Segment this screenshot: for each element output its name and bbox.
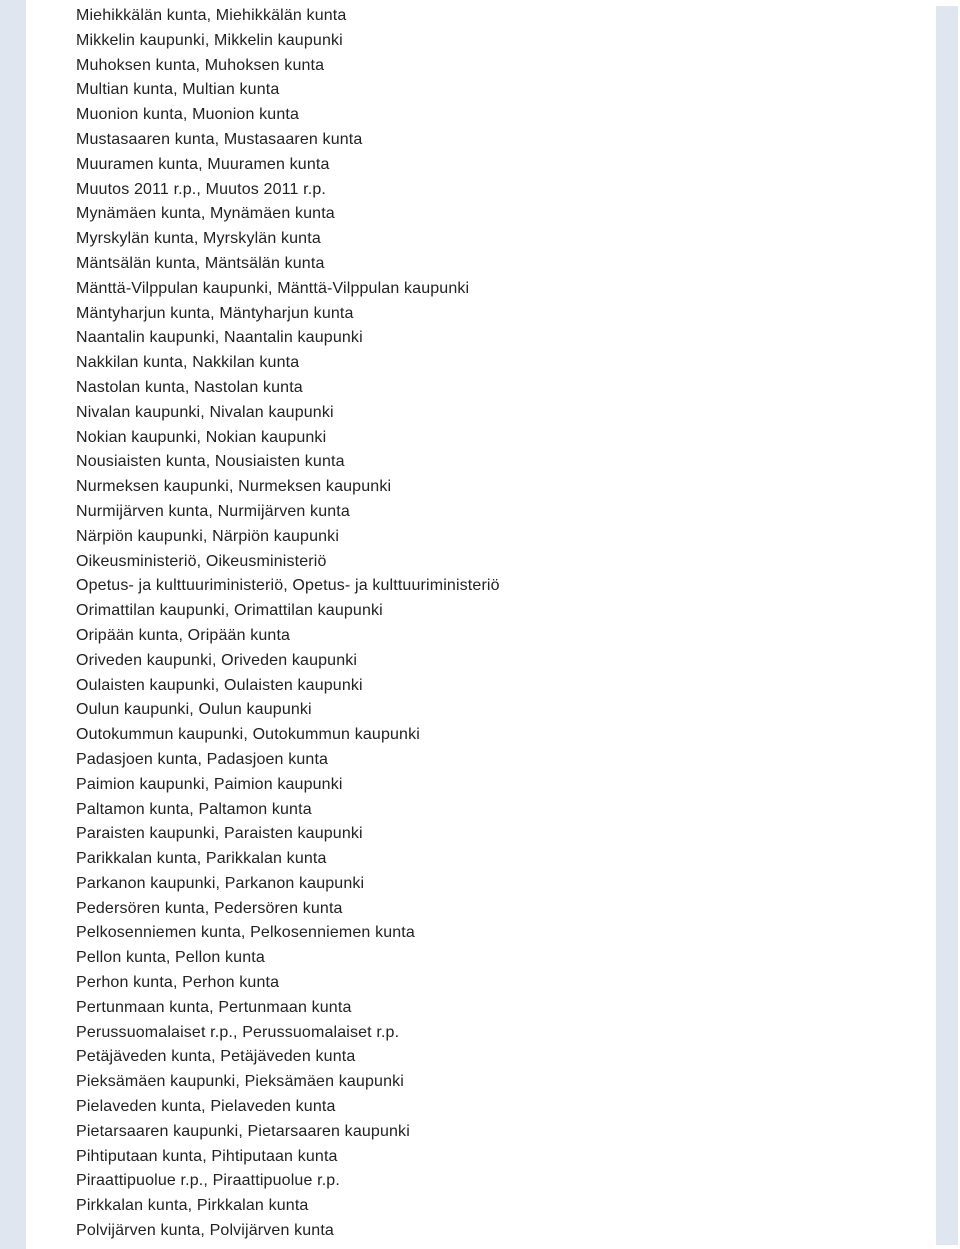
list-item: Orimattilan kaupunki, Orimattilan kaupunki [76,602,383,620]
list-item: Muutos 2011 r.p., Muutos 2011 r.p. [76,180,326,198]
list-item: Pirkkalan kunta, Pirkkalan kunta [76,1197,309,1215]
list-item: Mäntyharjun kunta, Mäntyharjun kunta [76,304,354,322]
list-item: Pieksämäen kaupunki, Pieksämäen kaupunki [76,1073,404,1091]
list-item: Nokian kaupunki, Nokian kaupunki [76,428,327,446]
list-item: Parikkalan kunta, Parikkalan kunta [76,850,327,868]
list-item: Multian kunta, Multian kunta [76,81,280,99]
list-item: Piraattipuolue r.p., Piraattipuolue r.p. [76,1172,340,1190]
list-item: Närpiön kaupunki, Närpiön kaupunki [76,527,340,545]
list-item: Nastolan kunta, Nastolan kunta [76,378,303,396]
list-item: Nousiaisten kunta, Nousiaisten kunta [76,453,345,471]
list-item: Oulun kaupunki, Oulun kaupunki [76,701,312,719]
list-item: Pellon kunta, Pellon kunta [76,949,265,967]
list-item: Paimion kaupunki, Paimion kaupunki [76,775,343,793]
list-item: Pietarsaaren kaupunki, Pietarsaaren kaupunki [76,1122,410,1140]
list-item: Outokummun kaupunki, Outokummun kaupunki [76,726,420,744]
right-page-margin [932,0,960,1249]
list-item: Mynämäen kunta, Mynämäen kunta [76,205,335,223]
list-item: Myrskylän kunta, Myrskylän kunta [76,230,321,248]
list-item: Perhon kunta, Perhon kunta [76,974,280,992]
list-item: Muhoksen kunta, Muhoksen kunta [76,56,325,74]
list-item: Mänttä-Vilppulan kaupunki, Mänttä-Vilppulan kaupunki [76,279,470,297]
list-item: Mäntsälän kunta, Mäntsälän kunta [76,254,325,272]
list-item: Oikeusministeriö, Oikeusministeriö [76,552,327,570]
list-item: Oriveden kaupunki, Oriveden kaupunki [76,651,358,669]
list-item: Pertunmaan kunta, Pertunmaan kunta [76,998,352,1016]
list-item: Nakkilan kunta, Nakkilan kunta [76,354,300,372]
list-item: Pelkosenniemen kunta, Pelkosenniemen kunta [76,924,415,942]
list-item: Oulaisten kaupunki, Oulaisten kaupunki [76,676,363,694]
list-item: Paltamon kunta, Paltamon kunta [76,800,312,818]
list-item: Pedersören kunta, Pedersören kunta [76,899,343,917]
list-item: Mikkelin kaupunki, Mikkelin kaupunki [76,31,343,49]
list-item: Nurmeksen kaupunki, Nurmeksen kaupunki [76,478,392,496]
list-item: Perussuomalaiset r.p., Perussuomalaiset r.p. [76,1023,400,1041]
list-item: Mustasaaren kunta, Mustasaaren kunta [76,130,363,148]
entry-list [76,4,500,1244]
list-item: Pihtiputaan kunta, Pihtiputaan kunta [76,1147,338,1165]
document-page [26,0,932,1249]
list-item: Polvijärven kunta, Polvijärven kunta [76,1222,334,1240]
list-item: Muonion kunta, Muonion kunta [76,106,300,124]
list-item: Nivalan kaupunki, Nivalan kaupunki [76,403,334,421]
list-item: Muuramen kunta, Muuramen kunta [76,155,330,173]
list-item: Naantalin kaupunki, Naantalin kaupunki [76,329,363,347]
list-item: Nurmijärven kunta, Nurmijärven kunta [76,502,350,520]
left-page-margin [0,0,26,1249]
list-item: Oripään kunta, Oripään kunta [76,626,291,644]
list-item: Opetus- ja kulttuuriministeriö, Opetus- ja kulttuuriministeriö [76,577,500,595]
list-item: Parkanon kaupunki, Parkanon kaupunki [76,874,365,892]
list-item: Pielaveden kunta, Pielaveden kunta [76,1098,336,1116]
vertical-scroll-strip [936,6,958,1245]
list-item: Petäjäveden kunta, Petäjäveden kunta [76,1048,356,1066]
list-item: Padasjoen kunta, Padasjoen kunta [76,750,329,768]
list-item: Miehikkälän kunta, Miehikkälän kunta [76,7,347,24]
list-item: Paraisten kaupunki, Paraisten kaupunki [76,825,363,843]
